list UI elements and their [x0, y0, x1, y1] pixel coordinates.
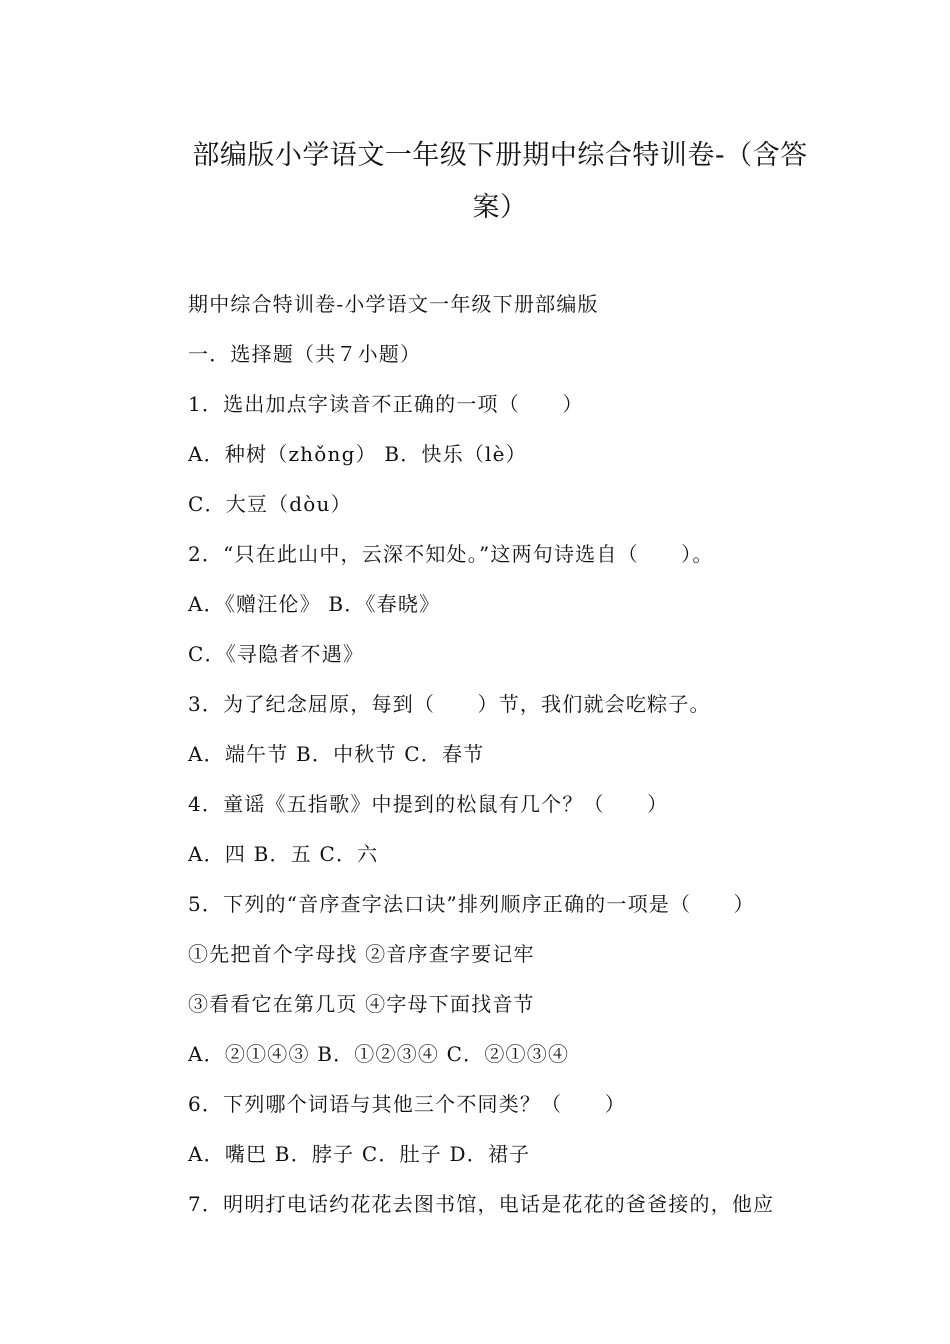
question-1-option-c: C．大豆（dòu） — [188, 492, 352, 516]
document-title-line-1: 部编版小学语文一年级下册期中综合特训卷-（含答 — [192, 140, 808, 171]
question-2-option-c: C．《寻隐者不遇》 — [188, 642, 365, 666]
question-6: 6．下列哪个词语与其他三个不同类？（ ） — [188, 1092, 626, 1116]
question-7: 7．明明打电话约花花去图书馆，电话是花花的爸爸接的，他应 — [188, 1192, 775, 1216]
question-6-options: A．嘴巴 B．脖子 C．肚子 D．裙子 — [188, 1142, 531, 1166]
question-3-options: A．端午节 B．中秋节 C．春节 — [188, 742, 485, 766]
question-4-options: A．四 B．五 C．六 — [188, 842, 379, 866]
question-5: 5．下列的“音序查字法口诀”排列顺序正确的一项是（ ） — [188, 892, 755, 916]
question-2: 2．“只在此山中，云深不知处。”这两句诗选自（ ）。 — [188, 542, 714, 566]
question-5-item-3-4: ③看看它在第几页 ④字母下面找音节 — [188, 992, 535, 1016]
question-4: 4．童谣《五指歌》中提到的松鼠有几个？（ ） — [188, 792, 669, 816]
question-5-item-1-2: ①先把首个字母找 ②音序查字要记牢 — [188, 942, 535, 966]
question-3: 3．为了纪念屈原，每到（ ）节，我们就会吃粽子。 — [188, 692, 711, 716]
document-subtitle: 期中综合特训卷-小学语文一年级下册部编版 — [188, 292, 599, 316]
document-title-line-2: 案） — [472, 192, 528, 223]
section-heading: 一．选择题（共７小题） — [188, 342, 422, 366]
question-5-options: A．②①④③ B．①②③④ C．②①③④ — [188, 1042, 570, 1066]
question-1: 1．选出加点字读音不正确的一项（ ） — [188, 392, 584, 416]
question-1-options-ab: A．种树（zhǒng） B．快乐（lè） — [188, 442, 527, 466]
question-2-options-ab: A．《赠汪伦》 B．《春晓》 — [188, 592, 441, 616]
